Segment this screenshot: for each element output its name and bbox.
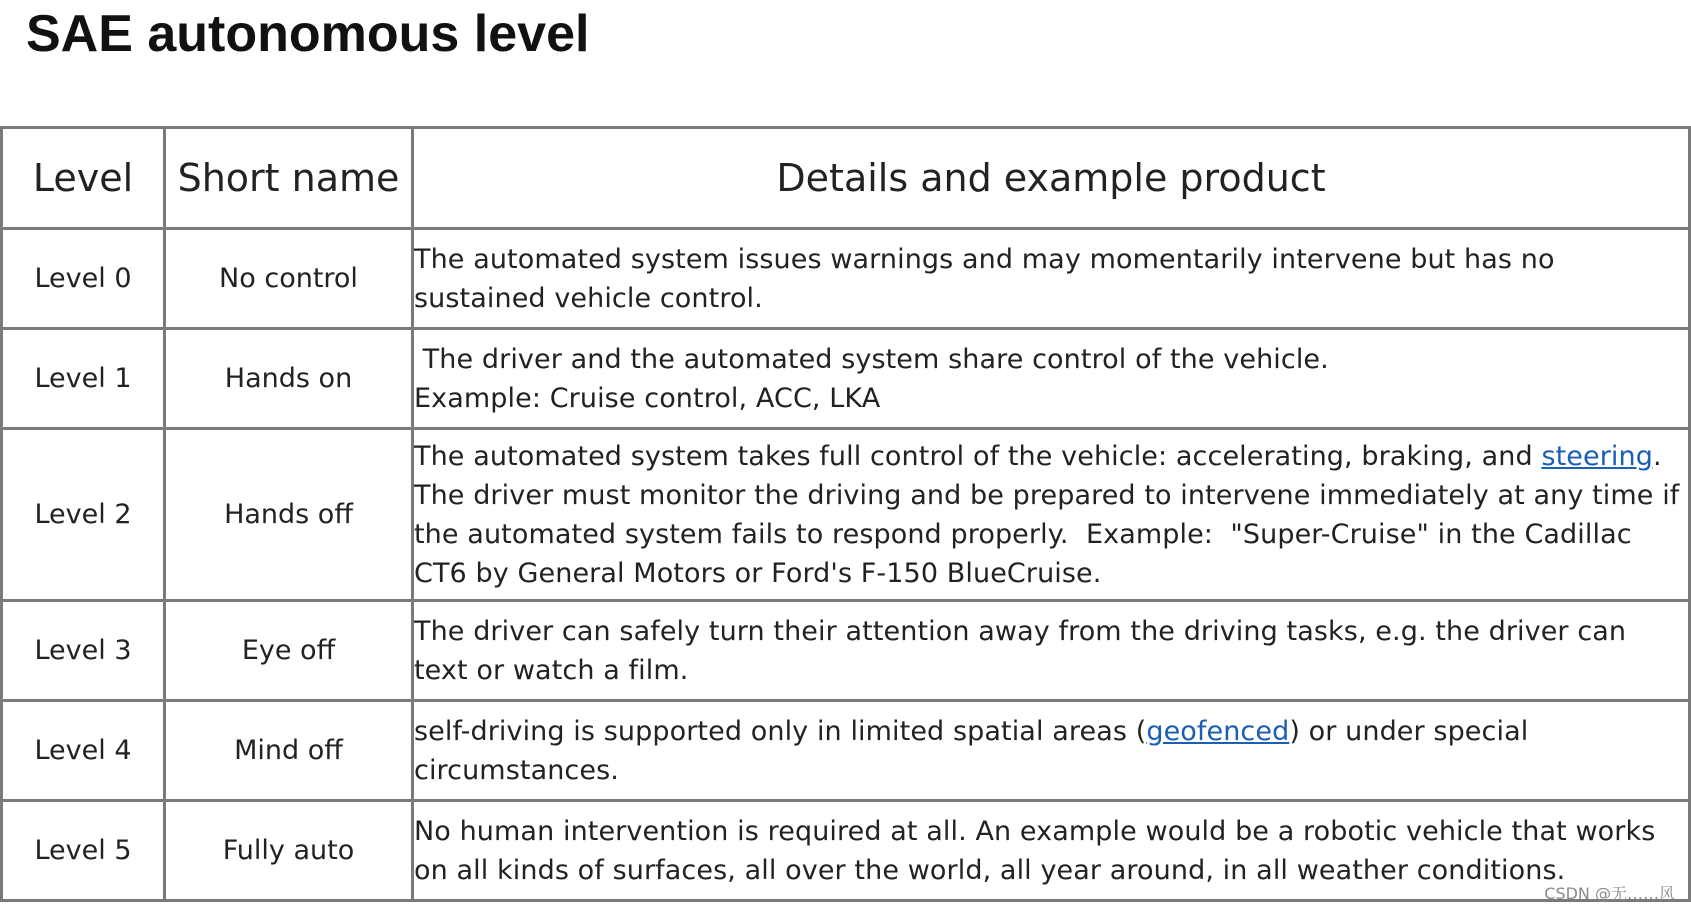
cell-level: Level 2 xyxy=(2,429,165,601)
details-text: The driver can safely turn their attention away from the driving tasks, e.g. the driver can text or watch a film. xyxy=(414,615,1627,686)
table-row xyxy=(2,229,1690,329)
details-text-rest: ) or under special circumstances. xyxy=(414,715,1529,786)
cell-short-name: Eye off xyxy=(165,601,413,701)
cell-details xyxy=(413,601,1690,701)
cell-level: Level 0 xyxy=(2,229,165,329)
steering-link[interactable]: steering xyxy=(1541,440,1653,472)
geofenced-link[interactable]: geofenced xyxy=(1146,715,1290,747)
cell-level: Level 3 xyxy=(2,601,165,701)
sae-levels-table xyxy=(0,126,1691,902)
table-row xyxy=(2,801,1690,901)
cell-short-name: Hands on xyxy=(165,329,413,429)
cell-short-name: Fully auto xyxy=(165,801,413,901)
watermark: CSDN @无……风 xyxy=(1544,884,1675,903)
header-short-name: Short name xyxy=(165,128,413,229)
cell-details xyxy=(413,229,1690,329)
cell-short-name: Mind off xyxy=(165,701,413,801)
cell-details xyxy=(413,329,1690,429)
cell-short-name: No control xyxy=(165,229,413,329)
details-text: The automated system takes full control of the vehicle: accelerating, braking, and xyxy=(414,440,1542,472)
details-text: No human intervention is required at all. An example would be a robotic vehicle that works on all kinds of surfaces, all over the world, all year around, in all weather conditions. xyxy=(414,815,1656,886)
cell-level: Level 1 xyxy=(2,329,165,429)
header-details: Details and example product xyxy=(413,128,1690,229)
table-row xyxy=(2,701,1690,801)
cell-details xyxy=(413,701,1690,801)
table-row xyxy=(2,429,1690,601)
table-row xyxy=(2,329,1690,429)
details-text-rest: . The driver must monitor the driving and be prepared to intervene immediately at any time if the automated system fails to respond properly. Example: "Super-Cruise" in the Cadillac CT6 by General Motors or Ford's F-150 BlueCruise. xyxy=(414,440,1689,589)
table-row xyxy=(2,601,1690,701)
cell-level: Level 4 xyxy=(2,701,165,801)
cell-details xyxy=(413,429,1690,601)
cell-short-name: Hands off xyxy=(165,429,413,601)
table-header-row xyxy=(2,128,1690,229)
details-text: self-driving is supported only in limited spatial areas ( xyxy=(414,715,1147,747)
details-text-line-1: The driver and the automated system share control of the vehicle. xyxy=(414,343,1329,375)
cell-details xyxy=(413,801,1690,901)
header-level: Level xyxy=(2,128,165,229)
details-text: The automated system issues warnings and may momentarily intervene but has no sustained vehicle control. xyxy=(414,243,1555,314)
page-title: SAE autonomous level xyxy=(26,5,590,63)
details-text-line-2: Example: Cruise control, ACC, LKA xyxy=(414,382,881,414)
cell-level: Level 5 xyxy=(2,801,165,901)
